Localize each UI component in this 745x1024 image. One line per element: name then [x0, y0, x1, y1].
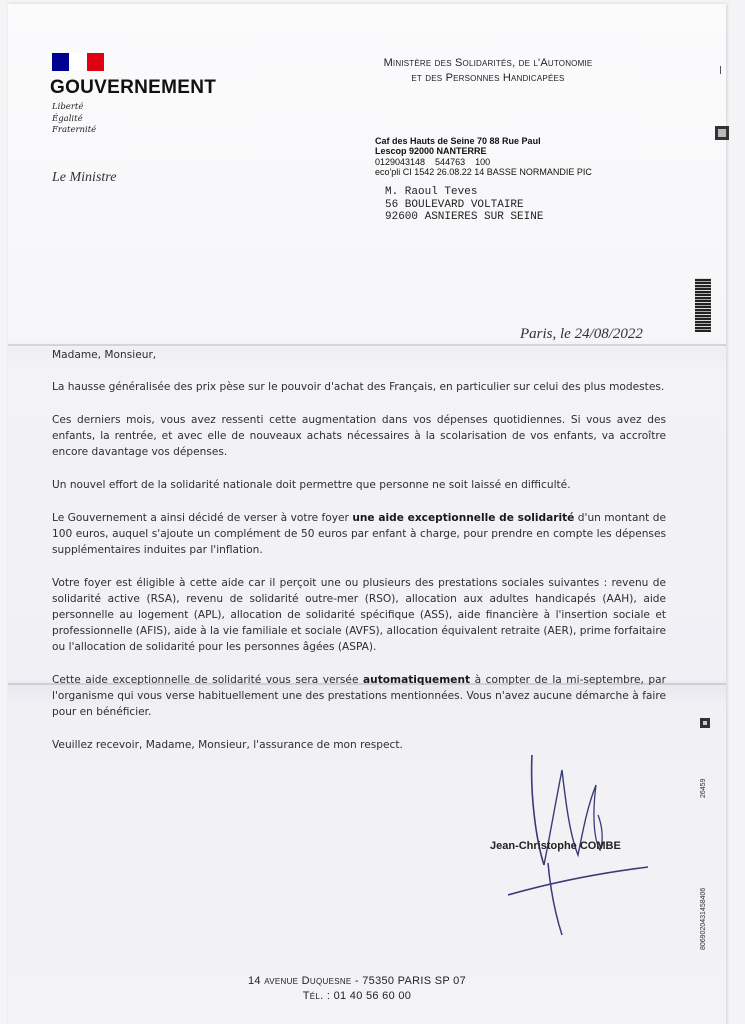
closing: Veuillez recevoir, Madame, Monsieur, l'assurance de mon respect. — [52, 739, 403, 751]
flag-red — [87, 53, 104, 71]
sender-block — [375, 136, 592, 177]
flag-white — [69, 53, 86, 71]
sender-line3: 0129043148 544763 100 — [375, 157, 491, 167]
paragraph-3: Un nouvel effort de la solidarité nationale doit permettre que personne ne soit laissé en difficulté. — [52, 479, 571, 491]
recipient-city: 92600 ASNIERES SUR SEINE — [385, 211, 544, 223]
paragraph-5: Votre foyer est éligible à cette aide car il perçoit une ou plusieurs des prestations sociales suivantes : revenu de solidarité active (RSA), revenu de solidarité outre-mer (RSO), allocation aux adultes handicapés (AAH), aide personnelle au logement (APL), allocation de solidarité spécifique (ASS), aide financière à l'insertion sociale et professionnelle (AFIS), aide à la vie familiale et sociale (AVFS), allocation équivalent retraite (AER), prime forfaitaire ou l'allocation de solidarité pour les personnes âgées (ASPA). — [52, 577, 666, 653]
paragraph-2: Ces derniers mois, vous avez ressenti cette augmentation dans vos dépenses quotidiennes. Si vous avez des enfants, la rentrée, et avec elle de nouveaux achats nécessaires à la scolarisation de vos enfants, va accroître encore davantage vos dépenses. — [52, 414, 666, 458]
sender-line1: Caf des Hauts de Seine 70 88 Rue Paul — [375, 136, 541, 146]
government-title: GOUVERNEMENT — [50, 77, 217, 98]
p4-text-after: d'un montant de 100 euros, auquel s'ajoute un complément de 50 euros par enfant à charge, pour prendre en compte les dépenses supplémentaires induites par l'inflation. — [52, 512, 666, 556]
side-code-1: 26459 — [700, 778, 707, 798]
fold-line — [8, 344, 726, 346]
recipient-name: M. Raoul Teves — [385, 186, 478, 198]
flag-blue — [52, 53, 69, 71]
recipient-address — [385, 186, 543, 224]
signatory-name: Jean-Christophe COMBE — [490, 840, 621, 852]
sender-line2: Lescop 92000 NANTERRE — [375, 146, 487, 156]
motto-egalite: Égalité — [52, 113, 83, 124]
ministry-name — [338, 56, 638, 86]
sender-line4: eco'pli CI 1542 26.08.22 14 BASSE NORMANDIE PIC — [375, 167, 592, 177]
motto-fraternite: Fraternité — [52, 125, 97, 135]
side-code-2: 8069020431458406 — [700, 887, 707, 950]
p4-emphasis: une aide exceptionnelle de solidarité — [352, 512, 575, 524]
datamatrix-icon — [695, 278, 711, 332]
p6-emphasis: automatiquement — [363, 674, 471, 686]
salutation: Madame, Monsieur, — [52, 349, 157, 361]
small-code-icon — [700, 718, 710, 728]
margin-mark — [720, 66, 721, 74]
p6-text-after: à compter de la mi-septembre, par l'organisme qui vous verse habituellement une des prestations mentionnées. Vous n'avez aucune démarche à faire pour en bénéficier. — [52, 674, 666, 718]
footer-street: 14 avenue Duquesne - 75350 PARIS SP 07 — [248, 975, 466, 987]
paragraph-1: La hausse généralisée des prix pèse sur le pouvoir d'achat des Français, en particulier sur celui des plus modestes. — [52, 381, 665, 393]
p4-text-before: Le Gouvernement a ainsi décidé de verser à votre foyer — [52, 512, 353, 524]
minister-label: Le Ministre — [52, 170, 117, 185]
footer-address — [222, 974, 492, 1004]
motto-liberte: Liberté — [52, 102, 84, 112]
footer-phone: Tél. : 01 40 56 60 00 — [302, 990, 412, 1002]
ministry-line2: et des Personnes Handicapées — [411, 72, 565, 84]
paragraph-6 — [52, 672, 666, 720]
p6-text-before: Cette aide exceptionnelle de solidarité vous sera versée — [52, 674, 364, 686]
republic-motto — [52, 102, 96, 137]
letter-date: Paris, le 24/08/2022 — [520, 326, 643, 342]
ministry-line1: Ministère des Solidarités, de l'Autonomie — [383, 57, 593, 69]
recipient-street: 56 BOULEVARD VOLTAIRE — [385, 198, 524, 211]
paragraph-4 — [52, 510, 666, 558]
letter-body — [52, 347, 666, 770]
marianne-logo — [52, 53, 104, 71]
barcode-icon — [715, 126, 729, 140]
